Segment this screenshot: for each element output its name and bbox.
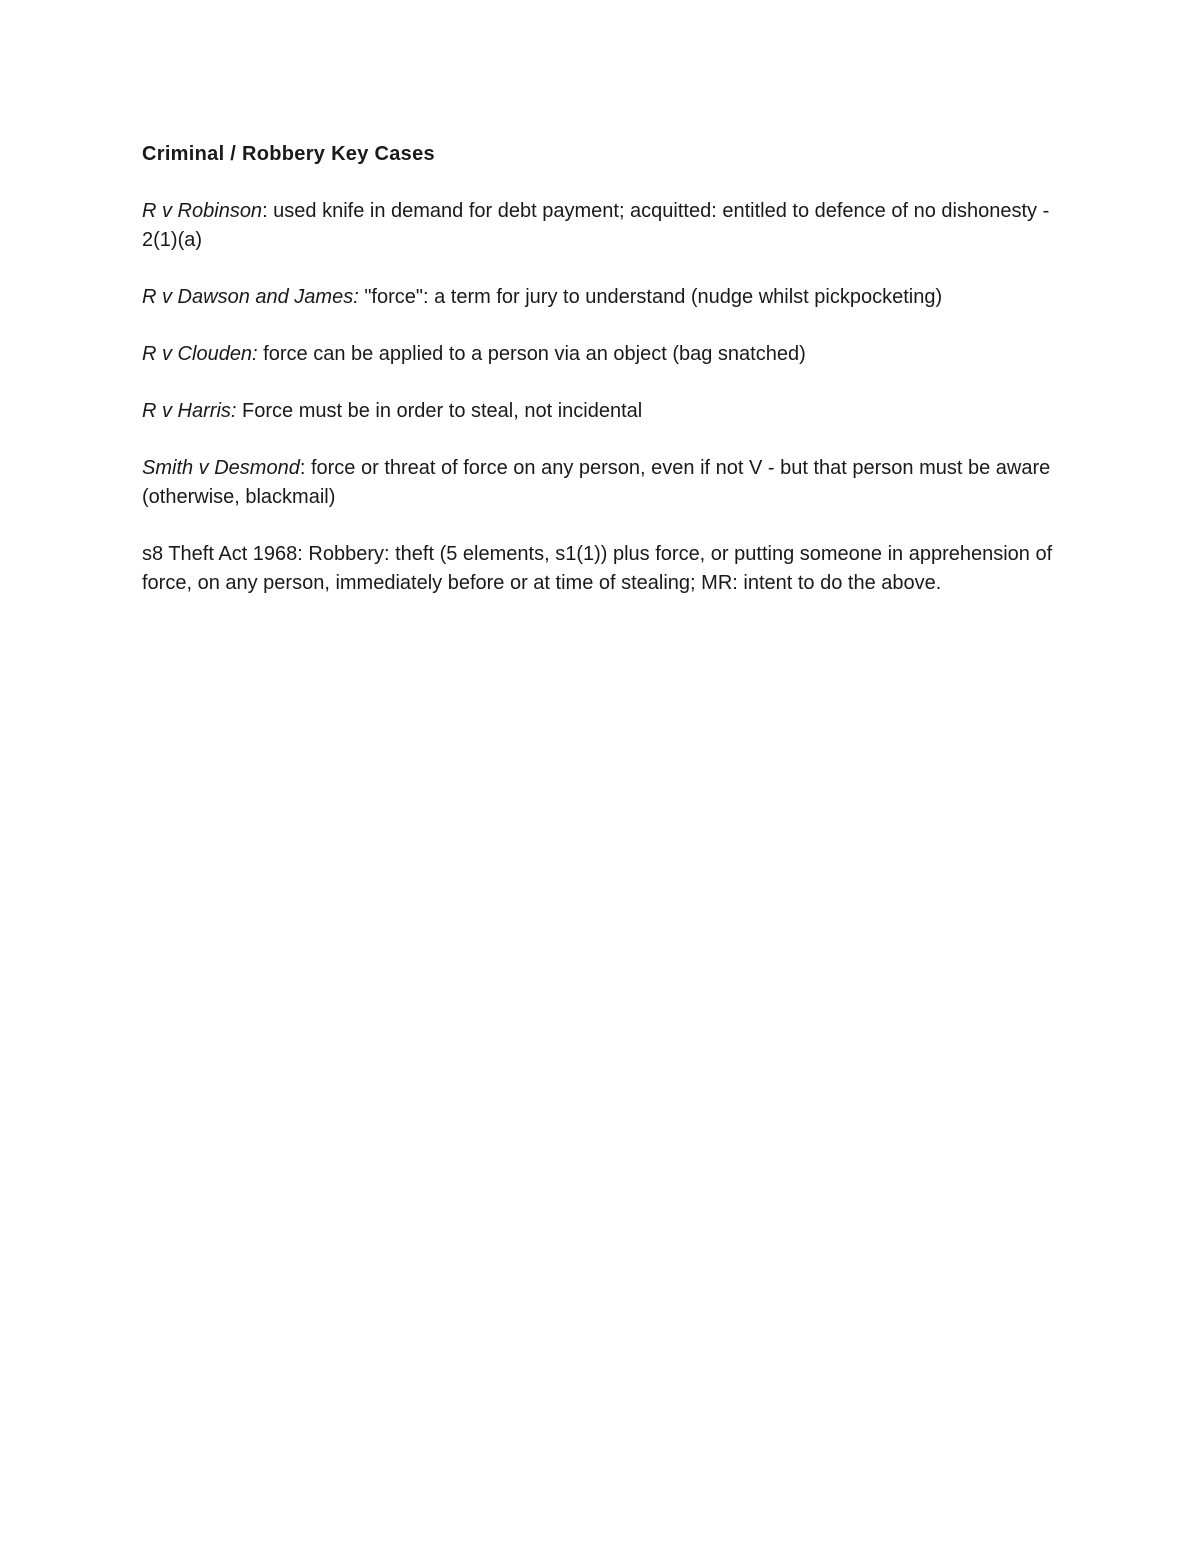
case-text: : used knife in demand for debt payment; acquitted: entitled to defence of no dishonesty - 2(1)(a): [142, 200, 1050, 251]
case-name: R v Harris:: [142, 400, 237, 422]
case-text: Force must be in order to steal, not incidental: [236, 400, 643, 422]
statute-paragraph: s8 Theft Act 1968: Robbery: theft (5 elements, s1(1)) plus force, or putting someone in apprehension of force, on any person, immediately before or at time of stealing; MR: intent to do the above.: [142, 543, 1053, 594]
document-body: [142, 140, 1072, 626]
case-paragraph-dawson-james: [142, 283, 1072, 312]
case-paragraph-robinson: [142, 197, 1072, 255]
case-text: force can be applied to a person via an object (bag snatched): [257, 343, 806, 365]
case-paragraph-clouden: [142, 340, 1072, 369]
case-name: R v Dawson and James:: [142, 286, 359, 308]
case-text: "force": a term for jury to understand (nudge whilst pickpocketing): [358, 286, 943, 308]
document-title: Criminal / Robbery Key Cases: [142, 143, 435, 165]
case-text: : force or threat of force on any person, even if not V - but that person must be aware (otherwise, blackmail): [142, 457, 1051, 508]
case-paragraph-smith-desmond: [142, 454, 1072, 512]
case-name: Smith v Desmond: [142, 457, 300, 479]
case-paragraph-harris: [142, 397, 1072, 426]
case-name: R v Clouden:: [142, 343, 258, 365]
case-name: R v Robinson: [142, 200, 263, 222]
